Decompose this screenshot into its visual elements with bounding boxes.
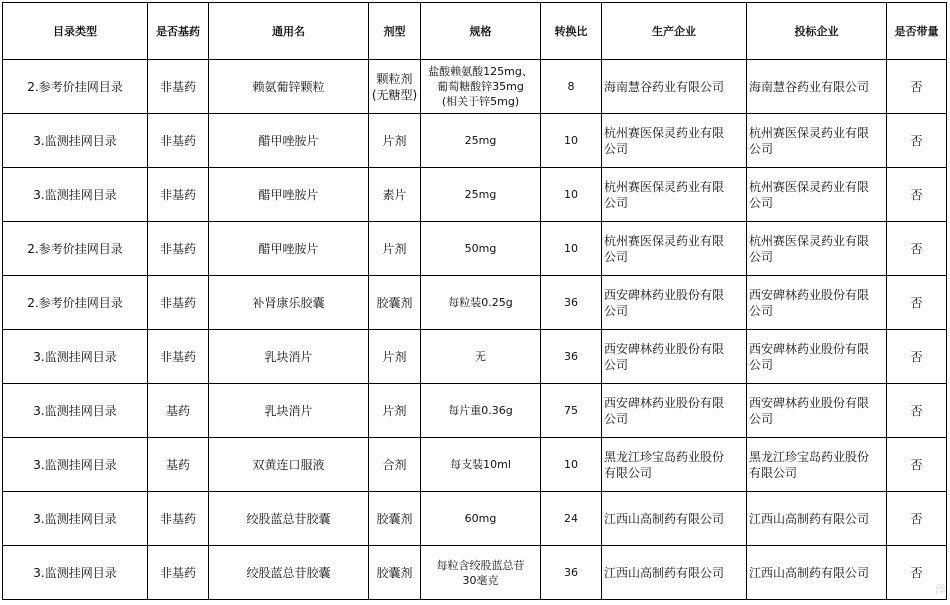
cell-manufacturer <box>602 168 747 222</box>
cell-text: 胶囊剂 <box>376 511 413 526</box>
cell-text: 江西山高制药有限公司 <box>604 511 725 526</box>
cell-text: 西安碑林药业股份有限 公司 <box>604 287 725 318</box>
cell-specification <box>421 222 541 276</box>
cell-text: 每支装10ml <box>450 458 511 471</box>
header-catalog-type: 目录类型 <box>3 3 148 60</box>
cell-text: 片剂 <box>382 133 407 148</box>
cell-essential-drug <box>148 438 209 492</box>
cell-catalog-type <box>3 168 148 222</box>
cell-generic-name <box>209 60 369 114</box>
cell-text: 江西山高制药有限公司 <box>749 565 870 580</box>
header-essential-drug: 是否基药 <box>148 3 209 60</box>
cell-text: 江西山高制药有限公司 <box>749 511 870 526</box>
cell-bidder <box>747 114 887 168</box>
header-conversion-ratio: 转换比 <box>541 3 602 60</box>
table-row <box>3 168 947 222</box>
cell-specification <box>421 276 541 330</box>
cell-text: 盐酸赖氨酸125mg、 葡萄糖酸锌35mg (相关于锌5mg) <box>428 65 533 108</box>
cell-text: 非基药 <box>159 79 196 94</box>
cell-catalog-type <box>3 546 148 600</box>
cell-text: 25mg <box>464 134 497 147</box>
cell-text: 否 <box>910 295 923 310</box>
cell-generic-name <box>209 546 369 600</box>
cell-bidder <box>747 60 887 114</box>
cell-conversion-ratio <box>541 222 602 276</box>
cell-text: 非基药 <box>159 511 196 526</box>
table-row <box>3 276 947 330</box>
cell-text: 海南慧谷药业有限公司 <box>604 79 725 94</box>
cell-manufacturer <box>602 60 747 114</box>
cell-dosage-form <box>369 492 421 546</box>
cell-text: 3.监测挂网目录 <box>33 349 117 364</box>
cell-text: 基药 <box>165 403 190 418</box>
cell-text: 素片 <box>382 187 407 202</box>
cell-volume-based <box>887 222 947 276</box>
cell-generic-name <box>209 330 369 384</box>
cell-text: 海南慧谷药业有限公司 <box>749 79 870 94</box>
cell-text: 黑龙江珍宝岛药业股份 有限公司 <box>604 449 725 480</box>
cell-text: 杭州赛医保灵药业有限 公司 <box>749 179 870 210</box>
cell-conversion-ratio <box>541 60 602 114</box>
cell-text: 每片重0.36g <box>448 404 513 417</box>
cell-text: 江西山高制药有限公司 <box>604 565 725 580</box>
cell-text: 8 <box>567 79 575 93</box>
cell-catalog-type <box>3 384 148 438</box>
cell-text: 西安碑林药业股份有限 公司 <box>604 341 725 372</box>
cell-manufacturer <box>602 438 747 492</box>
cell-text: 否 <box>910 241 923 256</box>
cell-volume-based <box>887 276 947 330</box>
cell-specification <box>421 438 541 492</box>
cell-bidder <box>747 438 887 492</box>
header-dosage-form: 剂型 <box>369 3 421 60</box>
cell-catalog-type <box>3 222 148 276</box>
cell-text: 50mg <box>464 242 497 255</box>
cell-dosage-form <box>369 168 421 222</box>
cell-bidder <box>747 546 887 600</box>
cell-text: 否 <box>910 133 923 148</box>
cell-essential-drug <box>148 330 209 384</box>
cell-text: 否 <box>910 349 923 364</box>
cell-conversion-ratio <box>541 438 602 492</box>
cell-conversion-ratio <box>541 546 602 600</box>
watermark-glyph: 洋 <box>935 583 946 596</box>
cell-manufacturer <box>602 492 747 546</box>
cell-manufacturer <box>602 330 747 384</box>
cell-conversion-ratio <box>541 168 602 222</box>
cell-text: 杭州赛医保灵药业有限 公司 <box>604 125 725 156</box>
cell-dosage-form <box>369 330 421 384</box>
cell-text: 非基药 <box>159 565 196 580</box>
cell-text: 合剂 <box>382 457 407 472</box>
cell-dosage-form <box>369 60 421 114</box>
cell-essential-drug <box>148 546 209 600</box>
cell-specification <box>421 384 541 438</box>
cell-text: 3.监测挂网目录 <box>33 565 117 580</box>
cell-volume-based <box>887 384 947 438</box>
cell-text: 绞股蓝总苷胶囊 <box>246 565 331 580</box>
header-row <box>3 3 947 60</box>
cell-catalog-type <box>3 492 148 546</box>
cell-generic-name <box>209 168 369 222</box>
cell-conversion-ratio <box>541 276 602 330</box>
cell-text: 否 <box>910 403 923 418</box>
cell-text: 片剂 <box>382 403 407 418</box>
table-row <box>3 384 947 438</box>
cell-generic-name <box>209 276 369 330</box>
cell-text: 醋甲唑胺片 <box>258 241 319 256</box>
cell-dosage-form <box>369 546 421 600</box>
cell-catalog-type <box>3 276 148 330</box>
cell-text: 非基药 <box>159 133 196 148</box>
cell-catalog-type <box>3 60 148 114</box>
table-row <box>3 492 947 546</box>
cell-text: 2.参考价挂网目录 <box>27 295 123 310</box>
cell-text: 36 <box>564 565 578 579</box>
cell-bidder <box>747 492 887 546</box>
cell-generic-name <box>209 222 369 276</box>
cell-text: 否 <box>910 79 923 94</box>
cell-volume-based <box>887 330 947 384</box>
cell-dosage-form <box>369 222 421 276</box>
cell-conversion-ratio <box>541 384 602 438</box>
cell-text: 否 <box>910 187 923 202</box>
table-row <box>3 546 947 600</box>
cell-volume-based <box>887 60 947 114</box>
cell-dosage-form <box>369 276 421 330</box>
cell-text: 西安碑林药业股份有限 公司 <box>749 341 870 372</box>
cell-generic-name <box>209 438 369 492</box>
cell-generic-name <box>209 492 369 546</box>
cell-text: 10 <box>564 187 578 201</box>
cell-text: 西安碑林药业股份有限 公司 <box>749 395 870 426</box>
cell-conversion-ratio <box>541 330 602 384</box>
cell-text: 赖氨葡锌颗粒 <box>252 79 325 94</box>
cell-text: 60mg <box>464 512 497 525</box>
cell-text: 片剂 <box>382 241 407 256</box>
cell-catalog-type <box>3 438 148 492</box>
cell-manufacturer <box>602 384 747 438</box>
cell-text: 75 <box>564 403 578 417</box>
table-row <box>3 114 947 168</box>
cell-volume-based <box>887 492 947 546</box>
cell-essential-drug <box>148 384 209 438</box>
table-row <box>3 60 947 114</box>
cell-text: 胶囊剂 <box>376 295 413 310</box>
cell-essential-drug <box>148 168 209 222</box>
cell-catalog-type <box>3 330 148 384</box>
cell-volume-based <box>887 438 947 492</box>
cell-bidder <box>747 168 887 222</box>
cell-text: 乳块消片 <box>264 403 313 418</box>
cell-generic-name <box>209 114 369 168</box>
header-generic-name: 通用名 <box>209 3 369 60</box>
cell-specification <box>421 492 541 546</box>
table-row <box>3 222 947 276</box>
header-bidder: 投标企业 <box>747 3 887 60</box>
cell-text: 36 <box>564 295 578 309</box>
cell-text: 2.参考价挂网目录 <box>27 241 123 256</box>
cell-text: 24 <box>564 511 578 525</box>
cell-manufacturer <box>602 222 747 276</box>
cell-conversion-ratio <box>541 492 602 546</box>
cell-text: 25mg <box>464 188 497 201</box>
cell-specification <box>421 168 541 222</box>
cell-text: 每粒含绞股蓝总苷 30毫克 <box>436 558 525 587</box>
cell-volume-based <box>887 114 947 168</box>
cell-conversion-ratio <box>541 114 602 168</box>
cell-text: 非基药 <box>159 295 196 310</box>
cell-text: 否 <box>910 565 923 580</box>
cell-essential-drug <box>148 60 209 114</box>
cell-text: 10 <box>564 457 578 471</box>
header-volume-based: 是否带量 <box>887 3 947 60</box>
cell-bidder <box>747 276 887 330</box>
cell-manufacturer <box>602 114 747 168</box>
cell-volume-based <box>887 168 947 222</box>
cell-text: 黑龙江珍宝岛药业股份 有限公司 <box>749 449 870 480</box>
cell-text: 乳块消片 <box>264 349 313 364</box>
cell-text: 片剂 <box>382 349 407 364</box>
cell-bidder <box>747 330 887 384</box>
cell-specification <box>421 114 541 168</box>
table-row <box>3 438 947 492</box>
cell-text: 西安碑林药业股份有限 公司 <box>749 287 870 318</box>
cell-text: 醋甲唑胺片 <box>258 133 319 148</box>
cell-specification <box>421 60 541 114</box>
cell-text: 基药 <box>165 457 190 472</box>
cell-specification <box>421 546 541 600</box>
table-row <box>3 330 947 384</box>
cell-text: 每粒装0.25g <box>448 296 513 309</box>
cell-essential-drug <box>148 222 209 276</box>
cell-dosage-form <box>369 384 421 438</box>
cell-text: 36 <box>564 349 578 363</box>
cell-text: 杭州赛医保灵药业有限 公司 <box>604 179 725 210</box>
cell-text: 无 <box>475 350 486 363</box>
cell-manufacturer <box>602 276 747 330</box>
cell-text: 补肾康乐胶囊 <box>252 295 325 310</box>
header-manufacturer: 生产企业 <box>602 3 747 60</box>
cell-text: 胶囊剂 <box>376 565 413 580</box>
cell-dosage-form <box>369 114 421 168</box>
cell-text: 10 <box>564 133 578 147</box>
cell-text: 双黄连口服液 <box>252 457 325 472</box>
cell-essential-drug <box>148 114 209 168</box>
cell-text: 2.参考价挂网目录 <box>27 79 123 94</box>
cell-essential-drug <box>148 276 209 330</box>
cell-text: 西安碑林药业股份有限 公司 <box>604 395 725 426</box>
cell-text: 杭州赛医保灵药业有限 公司 <box>749 233 870 264</box>
cell-text: 杭州赛医保灵药业有限 公司 <box>604 233 725 264</box>
cell-text: 3.监测挂网目录 <box>33 403 117 418</box>
drug-catalog-table <box>2 2 947 600</box>
cell-text: 3.监测挂网目录 <box>33 457 117 472</box>
cell-text: 否 <box>910 457 923 472</box>
cell-text: 非基药 <box>159 187 196 202</box>
cell-catalog-type <box>3 114 148 168</box>
cell-text: 3.监测挂网目录 <box>33 511 117 526</box>
cell-text: 否 <box>910 511 923 526</box>
cell-text: 绞股蓝总苷胶囊 <box>246 511 331 526</box>
cell-bidder <box>747 384 887 438</box>
cell-dosage-form <box>369 438 421 492</box>
cell-text: 杭州赛医保灵药业有限 公司 <box>749 125 870 156</box>
header-specification: 规格 <box>421 3 541 60</box>
cell-text: 3.监测挂网目录 <box>33 133 117 148</box>
cell-specification <box>421 330 541 384</box>
cell-text: 3.监测挂网目录 <box>33 187 117 202</box>
cell-manufacturer <box>602 546 747 600</box>
cell-text: 非基药 <box>159 241 196 256</box>
cell-generic-name <box>209 384 369 438</box>
cell-text: 颗粒剂 (无糖型) <box>371 71 418 102</box>
cell-bidder <box>747 222 887 276</box>
cell-text: 非基药 <box>159 349 196 364</box>
cell-text: 醋甲唑胺片 <box>258 187 319 202</box>
cell-text: 10 <box>564 241 578 255</box>
cell-essential-drug <box>148 492 209 546</box>
